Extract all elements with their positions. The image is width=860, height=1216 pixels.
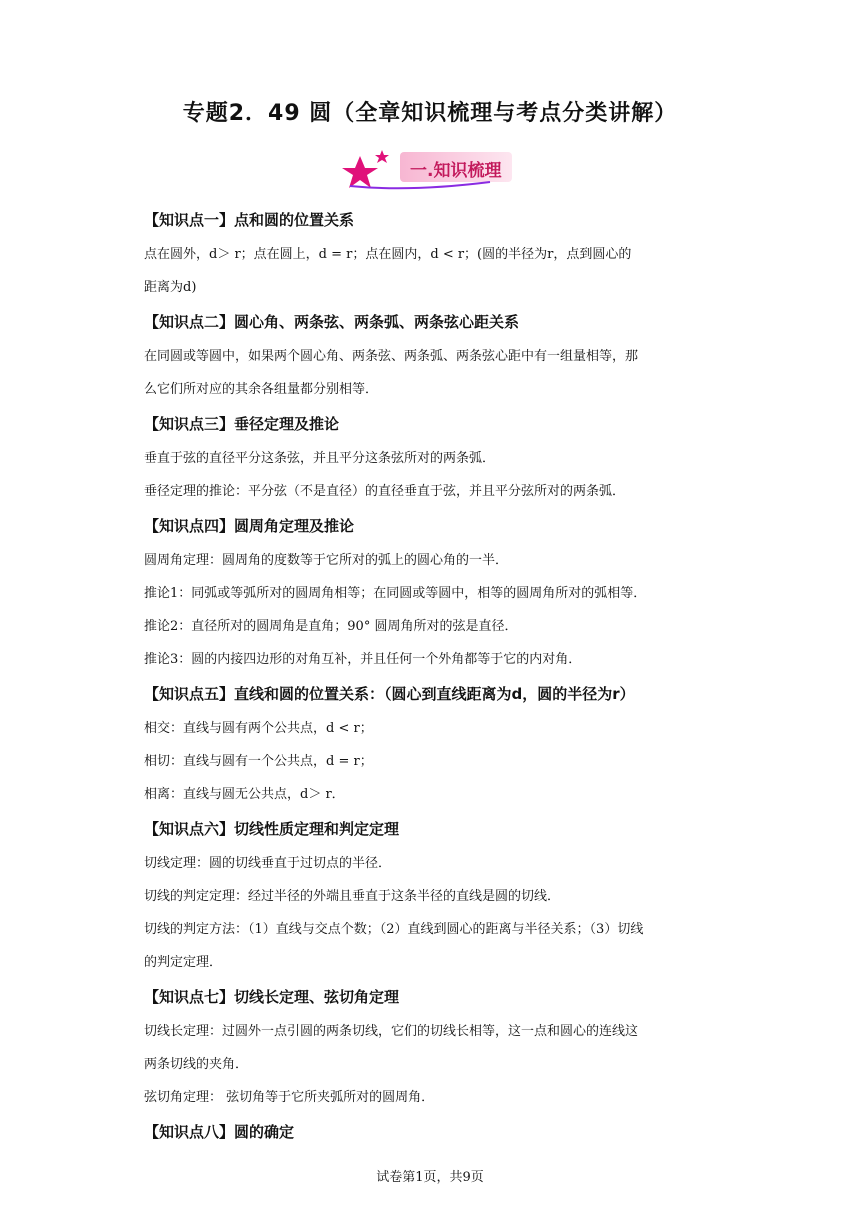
section-line: 推论3：圆的内接四边形的对角互补，并且任何一个外角都等于它的内对角． [144,652,582,667]
section-line: 两条切线的夹角． [144,1057,249,1072]
section-6 [144,811,724,979]
section-heading: 【知识点六】切线性质定理和判定定理 [144,820,400,838]
section-3 [144,406,724,508]
section-banner [340,144,520,192]
section-heading: 【知识点八】圆的确定 [144,1123,295,1141]
section-7 [144,979,724,1114]
section-line: 切线长定理：过圆外一点引圆的两条切线，它们的切线长相等，这一点和圆心的连线这 [144,1024,639,1039]
section-line: 切线定理：圆的切线垂直于过切点的半径． [144,856,392,871]
section-heading: 【知识点二】圆心角、两条弦、两条弧、两条弦心距关系 [144,313,520,331]
section-heading: 【知识点一】点和圆的位置关系 [144,211,355,229]
section-line: 么它们所对应的其余各组量都分别相等． [144,382,379,397]
section-line: 推论2：直径所对的圆周角是直角；90° 圆周角所对的弦是直径． [144,619,518,634]
section-line: 点在圆外，d＞ r；点在圆上，d = r；点在圆内，d < r；(圆的半径为r，点到圆心的 [144,247,632,262]
section-8 [144,1114,724,1150]
section-heading: 【知识点七】切线长定理、弦切角定理 [144,988,400,1006]
section-line: 切线的判定定理：经过半径的外端且垂直于这条半径的直线是圆的切线． [144,889,561,904]
knowledge-content [144,202,724,1150]
section-line: 在同圆或等圆中，如果两个圆心角、两条弦、两条弧、两条弦心距中有一组量相等，那 [144,349,639,364]
section-line: 的判定定理． [144,955,223,970]
section-4 [144,508,724,676]
banner-label: 一.知识梳理 [410,161,502,181]
section-line: 圆周角定理：圆周角的度数等于它所对的弧上的圆心角的一半． [144,553,509,568]
section-line: 相交：直线与圆有两个公共点，d < r； [144,721,373,736]
section-line: 弦切角定理： 弦切角等于它所夹弧所对的圆周角． [144,1090,435,1105]
section-heading: 【知识点五】直线和圆的位置关系：（圆心到直线距离为d，圆的半径为r） [144,685,635,703]
section-line: 推论1：同弧或等弧所对的圆周角相等；在同圆或等圆中，相等的圆周角所对的弧相等． [144,586,647,601]
section-heading: 【知识点四】圆周角定理及推论 [144,517,355,535]
section-line: 垂径定理的推论：平分弦（不是直径）的直径垂直于弦，并且平分弦所对的两条弧． [144,484,626,499]
section-line: 切线的判定方法：（1）直线与交点个数；（2）直线到圆心的距离与半径关系；（3）切线 [144,922,644,937]
page-title: 专题2．49 圆（全章知识梳理与考点分类讲解） [182,101,678,126]
section-heading: 【知识点三】垂径定理及推论 [144,415,340,433]
section-5 [144,676,724,811]
section-line: 相离：直线与圆无公共点，d＞ r． [144,787,345,802]
section-2 [144,304,724,406]
section-line: 距离为d) [144,280,197,295]
section-1 [144,202,724,304]
section-line: 垂直于弦的直径平分这条弦，并且平分这条弦所对的两条弧． [144,451,496,466]
section-line: 相切：直线与圆有一个公共点，d = r； [144,754,373,769]
page-footer: 试卷第1页，共9页 [376,1170,484,1185]
